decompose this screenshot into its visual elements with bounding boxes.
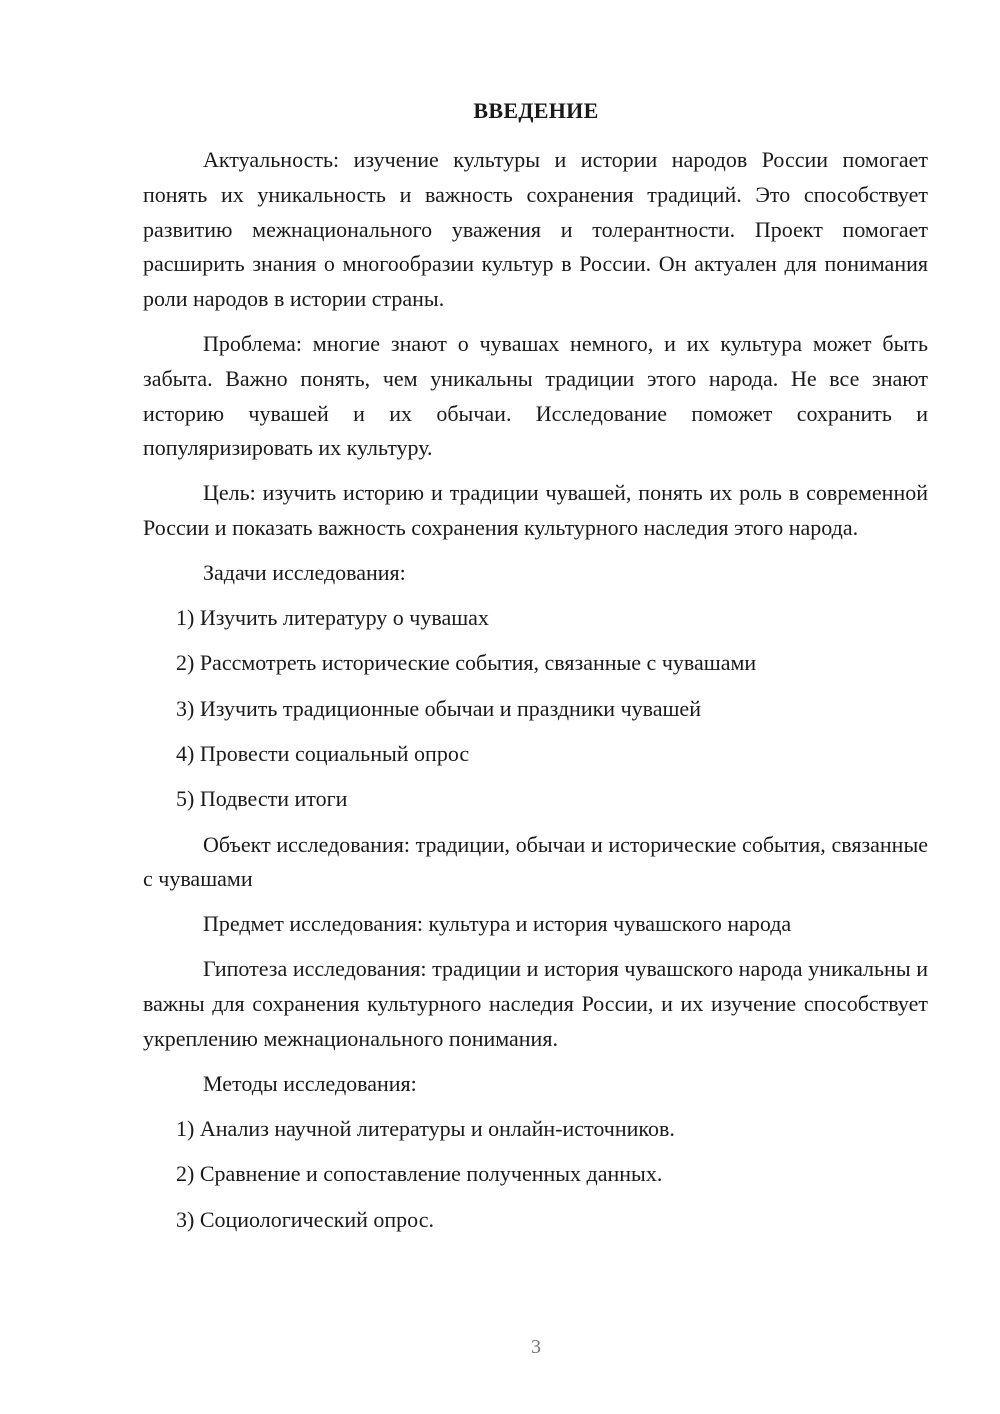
list-item: 1) Анализ научной литературы и онлайн-источников. — [176, 1116, 675, 1142]
subject-paragraph: Предмет исследования: культура и история чувашского народа — [203, 911, 792, 937]
list-item: 4) Провести социальный опрос — [176, 740, 470, 766]
hypothesis-paragraph: Гипотеза исследования: традиции и история чувашского народа уникальны и важны для сохранения культурного наследия России, и их изучение способствует укреплению межнационального понимания. — [143, 956, 928, 1052]
list-item: 3) Социологический опрос. — [176, 1206, 434, 1232]
document-body — [143, 143, 928, 1248]
tasks-list — [143, 601, 928, 817]
relevance-paragraph: Актуальность: изучение культуры и истории народов России помогает понять их уникальность и важность сохранения традиций. Это способствует развитию межнационального уважения и толерантности. Проект помогает расширить знания о многообразии культур в России. Он актуален для понимания роли народов в истории страны. — [143, 147, 928, 312]
object-paragraph: Объект исследования: традиции, обычаи и исторические события, связанные с чувашами — [143, 831, 928, 892]
list-item: 2) Сравнение и сопоставление полученных данных. — [176, 1161, 663, 1187]
list-item: 3) Изучить традиционные обычаи и праздники чувашей — [176, 695, 701, 721]
list-item: 1) Изучить литературу о чувашах — [176, 605, 489, 631]
goal-paragraph: Цель: изучить историю и традиции чувашей, понять их роль в современной России и показать важность сохранения культурного наследия этого народа. — [143, 480, 928, 540]
problem-paragraph: Проблема: многие знают о чувашах немного, и их культура может быть забыта. Важно понять, чем уникальны традиции этого народа. Не все знают историю чувашей и их обычаи. Исследование поможет сохранить и популяризировать их культуру. — [143, 330, 928, 461]
section-title: ВВЕДЕНИЕ — [473, 98, 599, 123]
methods-heading: Методы исследования: — [203, 1070, 417, 1096]
page-number: 3 — [531, 1336, 541, 1358]
tasks-heading: Задачи исследования: — [203, 559, 406, 585]
list-item: 5) Подвести итоги — [176, 786, 348, 812]
methods-list — [143, 1112, 928, 1237]
list-item: 2) Рассмотреть исторические события, связанные с чувашами — [176, 650, 757, 676]
